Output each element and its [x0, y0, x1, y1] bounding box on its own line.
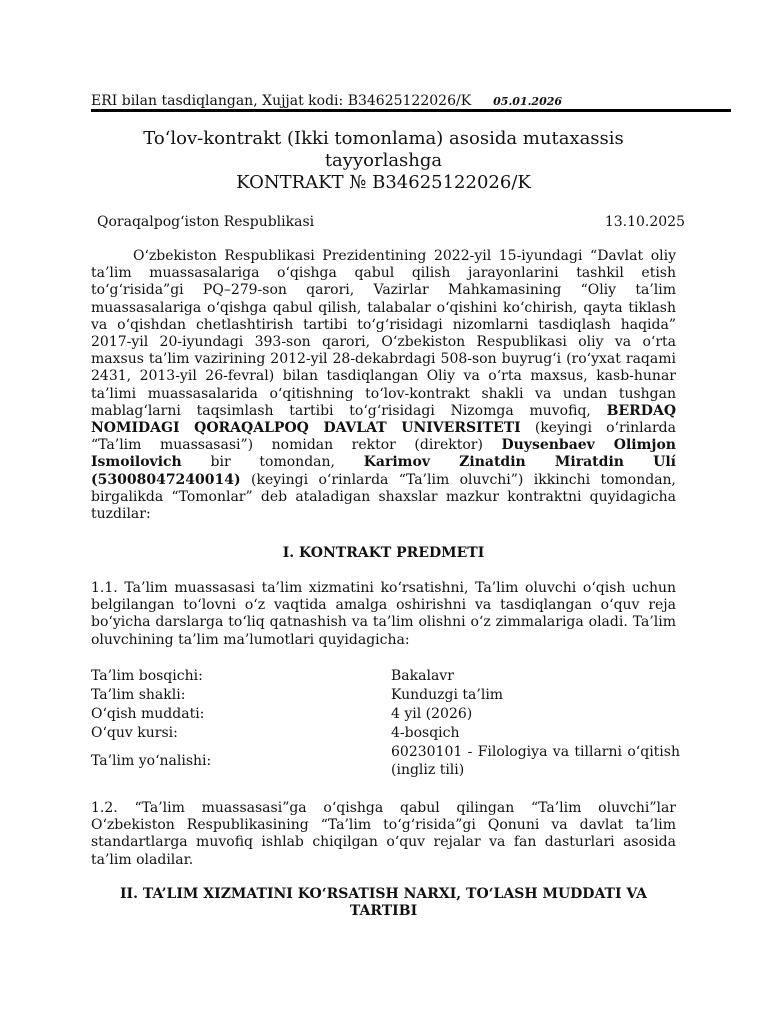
intro-text-4: (keyingi o‘rinlarda “Ta’lim oluvchi”) ikkinchi tomondan, birgalikda “Tomonlar” deb ataladigan shaxslar mazkur kontraktni quyidagicha tuzdilar: — [91, 471, 677, 523]
intro-text-2: (keyingi o‘rinlarda “Ta’lim muassasasi”) nomidan rektor (direktor) — [91, 420, 676, 454]
clause-1-1: 1.1. Ta’lim muassasasi ta’lim xizmatini ko‘rsatishni, Ta’lim oluvchi o‘qish uchun belgilangan to‘lovni o‘z vaqtida amalga oshirishni va tasdiqlangan o‘quv reja bo‘yicha darslarga to‘liq qatnashish va ta’lim olishni o‘z zimmalariga oladi. Ta’lim oluvchining ta’lim ma’lumotlari quyidagicha: — [91, 580, 676, 648]
detail-value: 4 yil (2026) — [391, 706, 473, 722]
detail-row — [91, 687, 680, 705]
detail-row — [91, 725, 680, 743]
rector-name: Duysenbaev Olimjon Ismoilovich — [91, 437, 676, 471]
place-date-row — [97, 213, 685, 231]
eri-code-text: ERI bilan tasdiqlangan, Xujjat kodi: B34625122026/K — [91, 93, 472, 109]
detail-value: Kunduzgi ta’lim — [391, 687, 504, 703]
detail-value: Bakalavr — [391, 668, 454, 684]
contract-date: 13.10.2025 — [604, 214, 685, 230]
detail-value: 60230101 - Filologiya va tillarni o‘qitish (ingliz tili) — [391, 744, 680, 778]
intro-paragraph — [91, 248, 676, 523]
detail-label: Ta’lim shakli: — [91, 687, 186, 703]
student-name: Karimov Zinatdin Miratdin Ulí (53008047240014) — [91, 454, 676, 488]
section-1-heading: I. KONTRAKT PREDMETI — [282, 545, 485, 561]
place-text: Qoraqalpogʻiston Respublikasi — [97, 214, 315, 230]
title-line-2: tayyorlashga — [324, 150, 443, 171]
contract-title — [91, 128, 676, 194]
header-divider — [91, 109, 731, 112]
detail-label: Ta’lim bosqichi: — [91, 668, 203, 684]
title-line-1: To‘lov-kontrakt (Ikki tomonlama) asosida mutaxassis — [143, 128, 624, 149]
detail-row — [91, 744, 680, 779]
detail-row — [91, 668, 680, 686]
intro-text-3: bir tomondan, — [210, 454, 335, 471]
detail-row — [91, 706, 680, 724]
section-2-heading: II. TA’LIM XIZMATINI KO‘RSATISH NARXI, TO‘LASH MUDDATI VA TARTIBI — [119, 886, 648, 919]
header-date: 05.01.2026 — [493, 95, 563, 108]
detail-label: O‘quv kursi: — [91, 725, 178, 741]
intro-text-1: O‘zbekiston Respublikasi Prezidentining 2022-yil 15-iyundagi “Davlat oliy ta’lim muassasalariga o‘qishga qabul qilish jarayonlarini tashkil etish to‘g‘risida”gi PQ–279-son qarori, Vazirlar Mahkamasining “Oliy ta’lim muassasalariga o‘qishga qabul qilish, talabalar o‘qishini ko‘chirish, qayta tiklash va o‘qishdan chetlashtirish tartibi to‘g‘risidagi nizomlarni tasdiqlash haqida” 2017-yil 20-iyundagi 393-son qarori, O‘zbekiston Respublikasi oliy va o‘rta maxsus ta’lim vazirining 2012-yil 28-dekabrdagi 508-son buyrug‘i (ro‘yxat raqami 2431, 2013-yil 26-fevral) bilan tasdiqlangan Oliy va o‘rta maxsus, kasb-hunar ta’limi muassasalarida o‘qitishning to‘lov-kontrakt shakli va undan tushgan mablag‘larni taqsimlash tartibi to‘g‘risidagi Nizomga muvofiq, — [91, 248, 676, 419]
detail-value: 4-bosqich — [391, 725, 460, 741]
clause-1-2: 1.2. “Ta’lim muassasasi”ga o‘qishga qabul qilingan “Ta’lim oluvchi”lar O‘zbekiston Respublikasining “Ta’lim to‘g‘risida”gi Qonuni va davlat ta’lim standartlarga muvofiq ishlab chiqilgan o‘quv rejalar va fan dasturlari asosida ta’lim oladilar. — [91, 800, 676, 868]
detail-label: O‘qish muddati: — [91, 706, 205, 722]
university-name: BERDAQ NOMIDAGI QORAQALPOQ DAVLAT UNIVERSITETI — [91, 402, 677, 437]
title-line-3: KONTRAKT № B34625122026/K — [236, 172, 531, 193]
detail-label: Ta’lim yo‘nalishi: — [91, 752, 212, 769]
education-details-table — [91, 668, 680, 781]
